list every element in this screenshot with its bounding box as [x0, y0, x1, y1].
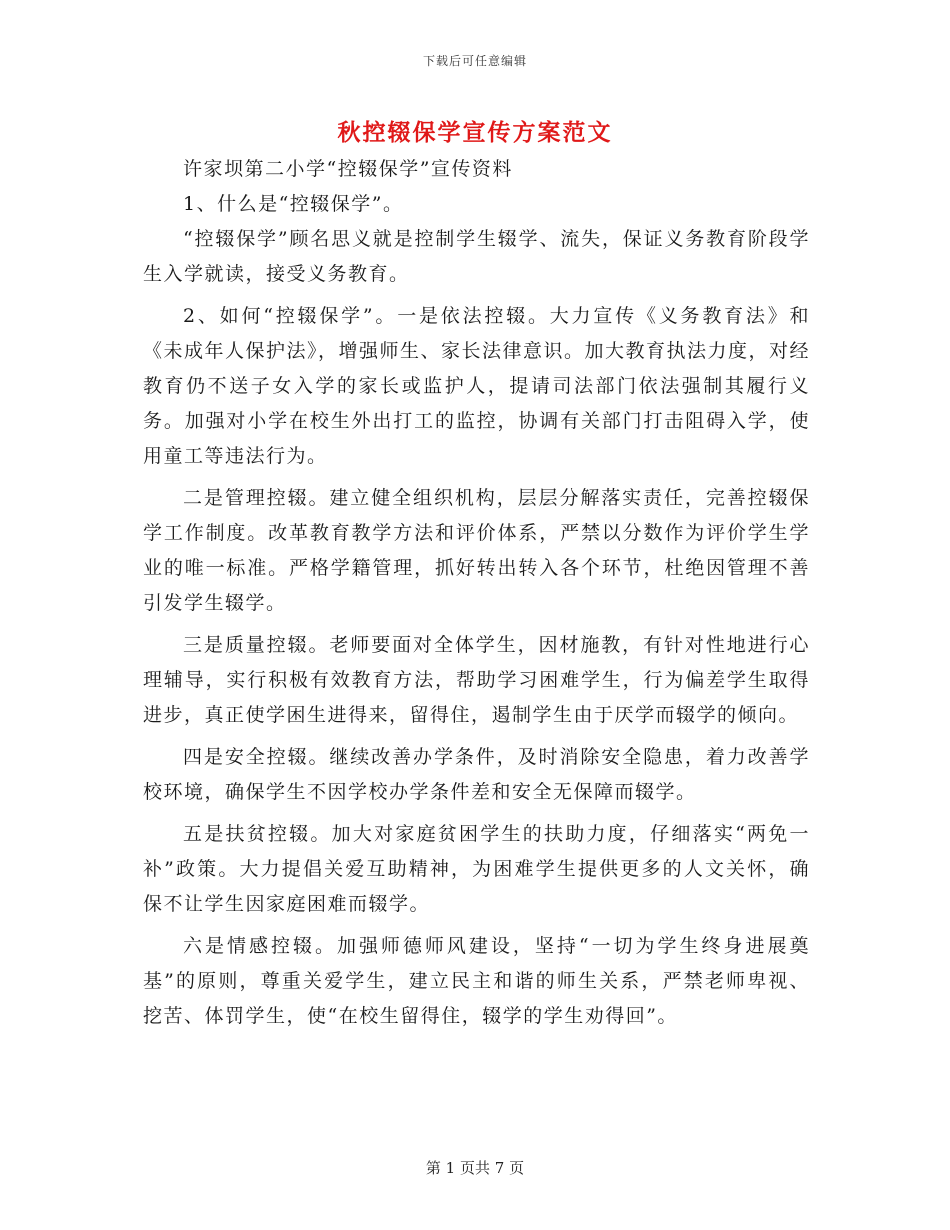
document-title: 秋控辍保学宣传方案范文	[337, 119, 613, 146]
document-body	[143, 152, 810, 1034]
paragraph-management-control: 二是管理控辍。建立健全组织机构，层层分解落实责任，完善控辍保学工作制度。改革教育教学方法和评价体系，严禁以分数作为评价学生学业的唯一标准。严格学籍管理，抓好转出转入各个环节，杜绝因管理不善引发学生辍学。	[143, 487, 810, 614]
page-number: 第 1 页共 7 页	[425, 1159, 525, 1177]
paragraph-subtitle: 许家坝第二小学“控辍保学”宣传资料	[183, 158, 513, 180]
header-note: 下载后可任意编辑	[422, 54, 527, 68]
paragraph-question-1: 1、什么是“控辍保学”。	[183, 193, 404, 215]
paragraph-poverty-control: 五是扶贫控辍。加大对家庭贫困学生的扶助力度，仔细落实“两免一补”政策。大力提倡关爱互助精神，为困难学生提供更多的人文关怀，确保不让学生因家庭困难而辍学。	[143, 823, 810, 915]
paragraph-definition: “控辍保学”顾名思义就是控制学生辍学、流失，保证义务教育阶段学生入学就读，接受义务教育。	[143, 228, 810, 285]
paragraph-quality-control: 三是质量控辍。老师要面对全体学生，因材施教，有针对性地进行心理辅导，实行积极有效教育方法，帮助学习困难学生，行为偏差学生取得进步，真正使学困生进得来，留得住，遏制学生由于厌学而辍学的倾向。	[143, 634, 810, 726]
paragraph-safety-control: 四是安全控辍。继续改善办学条件，及时消除安全隐患，着力改善学校环境，确保学生不因学校办学条件差和安全无保障而辍学。	[143, 746, 810, 803]
paragraph-legal-control: 2、如何“控辍保学”。一是依法控辍。大力宣传《义务教育法》和《未成年人保护法》，增强师生、家长法律意识。加大教育执法力度，对经教育仍不送子女入学的家长或监护人，提请司法部门依法强制其履行义务。加强对小学在校生外出打工的监控，协调有关部门打击阻碍入学，使用童工等违法行为。	[143, 305, 811, 467]
paragraph-emotion-control: 六是情感控辍。加强师德师风建设，坚持“一切为学生终身进展奠基”的原则，尊重关爱学生，建立民主和谐的师生关系，严禁老师卑视、挖苦、体罚学生，使“在校生留得住，辍学的学生劝得回”。	[143, 935, 810, 1027]
